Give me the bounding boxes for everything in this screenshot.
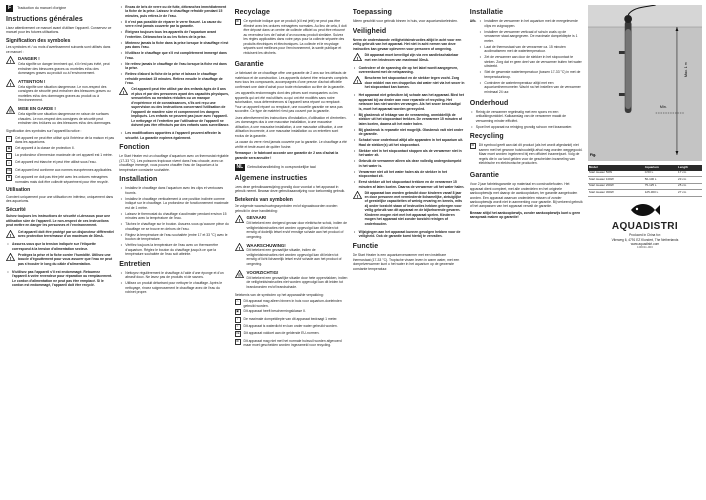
- svg-text:!: !: [356, 193, 358, 199]
- paragraph: Alleen geschikt voor gebruik binnen in huis, voor aquariumdoeleinden.: [352, 19, 458, 24]
- waterproof-icon: ≈: [235, 324, 241, 330]
- model-table: [588, 165, 702, 197]
- document-code: 100011-003: [637, 245, 653, 250]
- house-icon: ⌂: [6, 136, 12, 142]
- max-depth-label: Max. 1 m: [683, 62, 688, 77]
- column-fr-nl: [235, 5, 348, 495]
- section-title: Signification des symboles: [6, 37, 71, 44]
- section-title: Betekenis van symbolen: [234, 196, 293, 203]
- paragraph: Lisez attentivement les instructions d'installation, d'utilisation et d'entretien. Les dommages dus à une mauvaise installation, à une mauvaise utilisation, à une mauvaise installation, à une mauvaise utilisation, à une utilisation incorrecte, à une mauvaise installation ou un entretien sont exclus de la garantie.: [234, 115, 347, 138]
- section-title: Onderhoud: [469, 99, 509, 107]
- paragraph: Bescherm het stopcontact en de stekker tegen vocht. Zorg door middel van een druppellus dat water niet via het snoer in het stopcontact kan komen.: [364, 76, 465, 90]
- warning-triangle-icon: [6, 79, 15, 87]
- min-level-label: Min.: [659, 105, 667, 109]
- table-row: Start Heater 300W 125-300 L 27 cm: [588, 190, 702, 197]
- caution-block: [6, 106, 114, 127]
- warning-triangle-icon: [353, 76, 362, 84]
- paragraph: Les symboles et / ou mots d'avertissement suivants sont utilisés dans ce manuel :: [6, 45, 111, 54]
- warning-title: WAARSCHUWING!: [246, 242, 286, 248]
- column-nl-2: Installatie Afb. • Installeer de verwarmer in het aquarium met de meegeleverde clips en zuignappen. • Installeer de verwarmer verticaal of schuin zoals op de verwarmer staat aangegeven. De maximale dompeldiepte is 1 meter. • Laat de thermostaat van de verwarmer ca. 15 minuten acclimatiseren met de watertemperatuur. • Zet de verwarmer aan door de stekker in het stopcontact te steken. Zorg dat er geen deel van de verwarmer buiten het water uitsteekt. • Stel de gewenste watertemperatuur (tussen 17-33 °C) in met de temperatuurknop. • Controleer de watertemperatuur altijd met een aquariumthermometer. Wacht na het instellen van de verwarmer minimaal 24 uur. Onderhoud • Reinig de verwarmer regelmatig met een spons en een ontkalkingsmiddel. Kalkaanslag van de verwarmer maakt de verwarming minder efficiënt. • Spoel het apparaat na reiniging grondig schoon met kraanwater. Recycling ⊠ Dit symbool geeft aan dat dit product (als het wordt afgedankt) niet samen met het gewone huishoudelijk afval mag worden weggegooid. Maar moet worden ingeleverd bij een officieel inzamelpunt. Volg de regels die in uw land gelden voor de gescheiden inzameling van elektrische en elektronische producten. Garantie Voor 2 jaar fabrieksgarantie op materiaal en constructiefouten. Het apparaat dient compleet, met alle onderdelen en het originele aankoopbewijs met daarop de aankoopdatum, ter garantie aangeboden worden. Een apparaat waarvan onderdelen missen of zonder aankoopbewijs wordt niet in aanmerking voor garantie. Bij verkeerd gebruik of het aanpassen van het apparaat vervalt de garantie. Bewaar altijd het aankoopbewijs, zonder aankoopbewijs kunt u geen aanspraak maken op garantie!: [469, 9, 583, 220]
- class-ii-icon: ▣: [236, 309, 239, 314]
- danger-block: [6, 56, 114, 77]
- depth-icon: ↕: [6, 153, 12, 159]
- paragraph: Cela signifie un danger imminent qui, s'il n'est pas évité, peut entraîner des blessures graves ou mortelles et/ou des dommages graves au produit ou à l'environnement.: [18, 62, 110, 76]
- brand-web: www.aquadistri.com: [630, 241, 660, 246]
- warning-triangle-icon: [6, 56, 15, 64]
- paragraph: Remarque : le fabricant accorde une garantie de 2 ans d'achat la garantie sera annulée !: [234, 151, 339, 160]
- table-row: Start Heater 200W 75-125 L 25 cm: [588, 183, 702, 190]
- crossed-bin-icon: ⊠: [7, 175, 11, 180]
- section-title: Algemene instructies: [234, 174, 308, 182]
- section-title: Installatie: [469, 9, 504, 16]
- svg-text:!: !: [9, 232, 12, 238]
- section-title: Garantie: [469, 171, 499, 179]
- caution-title: MISE EN GARDE !: [18, 106, 56, 112]
- symbol-row: ▣ Cet appareil à la classe de protection II.: [7, 145, 75, 150]
- figure-caption: Afb.: [469, 19, 477, 24]
- hot-surface-icon: [6, 106, 15, 114]
- paragraph: Les appareils endommagés dont des pièces sont manquantes ou les appareils qui ont été mal utilisés ou qui ont été modifiés sans notre autorisation, nous déterminerons si l'appareil sera réparé ou remplacé. Pour un appareil réparé ou remplacé, une nouvelle garantie ne sera pas accordée. Ce type de matériel n'est pas couvert par la garantie.: [234, 91, 343, 114]
- svg-text:!: !: [238, 218, 240, 224]
- paragraph: Lisez attentivement ce manuel avant d'utiliser l'appareil. Conservez ce manuel pour les futures utilisations.: [6, 25, 112, 35]
- brand-address: Vlierweg 6, 4791 EZ Klundert, The Netherlands: [611, 237, 679, 242]
- section-title: Toepassing: [352, 9, 393, 16]
- brand-sub: Produced in China for:: [629, 233, 661, 238]
- section-title: Garantie: [234, 61, 264, 69]
- section-title: Fonction: [119, 144, 150, 152]
- depth-icon: ↕: [235, 317, 241, 323]
- svg-text:!: !: [9, 255, 12, 261]
- paragraph: La cause du verre n'est jamais couverte par la garantie. Le chauffage a été vérifié et testé avant de quitter l'usine.: [234, 140, 347, 149]
- section-title: Installation: [119, 176, 158, 184]
- symbol-row: ≈ Cet appareil est étanche et peut être utilisé sous l'eau.: [6, 160, 114, 166]
- language-note: Gebruikshandleiding in oorspronkelijke taal: [247, 164, 316, 169]
- paragraph: Suivez toujours les instructions de sécurité ci-dessous pour une utilisation sûre de l'appareil. Le non-respect de ces instructions peut mettre en danger les personnes et l'environnement.: [6, 214, 111, 228]
- language-flag-nl: NL: [236, 164, 244, 171]
- hot-surface-icon: [235, 270, 244, 278]
- warning-triangle-icon: [353, 53, 362, 61]
- warning-triangle-icon: [235, 215, 244, 223]
- paragraph: Dit symbool geeft aan dat dit product (als het wordt afgedankt) niet samen met het gewone huishoudelijk afval mag worden weggegooid. Maar moet worden ingeleverd bij een officieel inzamelpunt. Volg de regels die in uw land gelden voor de gescheiden inzameling van elektrische en elektronische producten.: [478, 143, 583, 166]
- table-row: Start Heater 100W 50-100 L 23 cm: [588, 177, 702, 184]
- danger-title: DANGER !: [18, 56, 40, 62]
- heater-installation-photo: [588, 5, 702, 161]
- caution-title: VOORZICHTIG!: [246, 269, 279, 275]
- svg-text:!: !: [356, 56, 358, 62]
- paragraph: Voor 2 jaar fabrieksgarantie op materiaal en constructiefouten. Het apparaat dient compleet, met alle onderdelen en het originele aankoopbewijs met daarop de aankoopdatum, ter garantie aangeboden worden. Een apparaat waarvan onderdelen missen of zonder aankoopbewijs wordt niet in aanmerking voor garantie. Bij verkeerd gebruik of het aanpassen van het apparaat vervalt de garantie.: [469, 182, 583, 209]
- paragraph: Le fabricant de ce chauffage offre une garantie de 2 ans sur les défauts de matériaux et de construction. Les appareils doivent être retournés complets avec tous les composants, accompagnés d'une preuve d'achat officielle confirmant une date d'achat pour toute réclamation au titre de la garantie.: [234, 71, 348, 89]
- paragraph: Dit apparaat kan worden gebruikt door kinderen vanaf 8 jaar en door personen met verminderde lichamelijke, zintuiglijke of geestelijke capaciteiten of weinig ervaring en kennis, mits zij onder toezicht staan of instructies hebben gekregen voor veilig gebruik van dit apparaat en de bijbehorende gevaren. Kinderen mogen niet met het apparaat spelen. Kinderen mogen het apparaat niet zonder toezicht reinigen of onderhouden.: [364, 190, 463, 226]
- symbol-row: ⊠ Cet appareil ne doit pas être jeté avec les ordures ménagères normales mais doit être collecté séparément pour être recyclé.: [7, 175, 109, 184]
- paragraph: Protégez la prise et la fiche contre l'humidité. Utilisez une boucle d'égouttement pour vous assurer que l'eau ne peut pas s'écouler le long du câble d'alimentation.: [18, 252, 113, 266]
- paragraph: Signification des symboles sur l'appareil/la notice :: [6, 129, 82, 134]
- paragraph: Convient uniquement pour une utilisation en intérieur, uniquement dans des aquariums.: [6, 194, 114, 204]
- paragraph: Neem de onderstaande veiligheidsinstructies altijd in acht voor een veilig gebruik van het apparaat. Het niet in acht nemen van deze instructies kan gevaar opleveren voor personen of omgeving.: [352, 37, 462, 51]
- svg-text:!: !: [123, 90, 125, 96]
- table-header: Length: [677, 165, 702, 171]
- paragraph: Cet appareil doit être protégé par un disjoncteur différentiel avec protection terre/masse d'un maximum de 30mA.: [18, 229, 114, 239]
- column-nl-1: Toepassing Alleen geschikt voor gebruik binnen in huis, voor aquariumdoeleinden. Veiligheid Neem de onderstaande veiligheidsinstructies altijd in acht voor een veilig gebruik van het apparaat. Het niet in acht nemen van deze instructies kan gevaar opleveren voor personen of omgeving. ! Dit apparaat moet beveiligd zijn via een aardlekschakelaar met een lekstroom van maximaal 30mA. • Controleer of de spanning die op het label wordt aangegeven, overeenkomt met de netspanning. ! Bescherm het stopcontact en de stekker tegen vocht. Zorg door middel van een druppellus dat water niet via het snoer in het stopcontact kan komen. • Het apparaat niet gebruiken bij schade aan het apparaat. Bied het apparaat bij uw dealer aan voor reparatie of recycling. Het netsnoer kan niet worden vervangen. Als het snoer beschadigd is, moet het apparaat worden gerecycled. • Bij glasbreuk of lekkage van de verwarming, onmiddellijk de stekker uit het stopcontact trekken. De verwarmer 15 minuten af laten koelen, daarna uit het water halen. • Bij glasbreuk is reparatie niet mogelijk. Glasbreuk valt niet onder de garantie. • Schakel voor onderhoud altijd alle apparaten in het aquarium uit. Haal de stekker(s) uit het stopcontact. • Stekker niet in het stopcontact stoppen als de verwarmer niet in het water zit. • Gebruik de verwarmer alleen als deze volledig ondergedompeld in het water is. • Verwarmer niet uit het water halen als de stekker in het stopcontact zit. • Eerst stekker uit het stopcontact trekken en de verwarmer 15 minuten af laten koelen. Daarna de verwarmer uit het water halen. ! Dit apparaat kan worden gebruikt door kinderen vanaf 8 jaar en door personen met verminderde lichamelijke, zintuiglijke of geestelijke capaciteiten of weinig ervaring en kennis, mits zij onder toezicht staan of instructies hebben gekregen voor veilig gebruik van dit apparaat en de bijbehorende gevaren. Kinderen mogen niet met het apparaat spelen. Kinderen mogen het apparaat niet zonder toezicht reinigen of onderhouden. • Wijzigingen aan het apparaat kunnen gevolgen hebben voor de veiligheid. Ook de garantie komt hierbij te vervallen. Functie De Start Heater is een aquariumverwarmer met een instelbare thermostaat (17-33 °C). Tropische vissen leven in warm water, met een dompelverwarmer kunt u het water in het aquarium op de gewenste constante temperatuur.: [352, 9, 465, 271]
- paragraph: Bewaar altijd het aankoopbewijs, zonder aankoopbewijs kunt u geen aanspraak maken op garantie!: [469, 210, 581, 220]
- paragraph: De Start Heater is een aquariumverwarmer met een instelbare thermostaat (17-33 °C). Tropische vissen leven in warm water, met een dompelverwarmer kunt u het water in het aquarium op de gewenste constante temperatuur.: [352, 253, 460, 271]
- danger-title: GEVAAR!: [246, 215, 267, 221]
- warning-triangle-icon: [6, 253, 15, 261]
- symbol-row: ≈ Dit apparaat is waterdicht en kan onder water gebruikt worden.: [235, 324, 348, 330]
- table-row: Start Heater 50W 0-50 L 17 cm: [588, 171, 702, 177]
- section-title: Entretien: [119, 260, 151, 268]
- section-title: Veiligheid: [352, 27, 387, 35]
- paragraph: Lees deze gebruiksaanwijzing grondig door voordat u het apparaat in gebruik neemt. Bewaar deze gebruiksaanwijzing voor toekomstig gebruik.: [234, 184, 346, 194]
- paragraph: Dit betekent een dreigend gevaar door elektrische schok, indien de veiligheidsinstructies niet worden opgevolgd kan dit leiden tot ernstig of dodelijk letsel en/of ernstige schade aan het product of omgeving.: [246, 221, 347, 239]
- ce-mark-icon: CE: [7, 167, 12, 172]
- paragraph: Cela signifie une situation dangereuse. Le non-respect des consignes de sécurité peut entraîner des blessures graves ou mortelles et/ou des dommages graves au produit ou à l'environnement.: [18, 84, 111, 103]
- symbol-row: CE Cet appareil est conforme aux normes européennes applicables.: [7, 167, 113, 172]
- section-title: Functie: [352, 242, 379, 250]
- symbol-row: ⌂ Dit apparaat mag alleen binnen in huis voor aquarium-doeleinden gebruikt worden.: [235, 299, 348, 308]
- section-title: Recycling: [469, 133, 504, 141]
- fish-logo-icon: [629, 201, 661, 219]
- crossed-bin-icon: ⊠: [471, 143, 475, 148]
- svg-text:!: !: [9, 59, 12, 65]
- attention-block: [6, 79, 114, 105]
- warning-triangle-icon: [235, 243, 244, 251]
- warning-triangle-icon: [119, 87, 128, 95]
- section-title: Sécurité: [6, 206, 26, 213]
- section-title: Utilisation: [6, 187, 31, 194]
- paragraph: Dit betekent een gevaarlijke situatie door hete oppervlakken, indien de veiligheidsinstructies niet worden opgevolgd kan dit leiden tot brandwonden en/of brandschade.: [246, 275, 348, 289]
- symbol-row: ⊠ Dit apparaat mag niet met het normale huisvuil worden afgevoerd maar moet gescheiden worden ingezameld voor recycling.: [236, 338, 342, 348]
- svg-text:!: !: [238, 245, 240, 251]
- symbol-row: CE Dit apparaat voldoet aan de geldende EU-normen.: [235, 331, 320, 336]
- crossed-bin-icon: ⊠: [236, 338, 239, 343]
- symbol-row: ↕ La profondeur d'immersion maximale de cet appareil est 1 mètre.: [6, 153, 114, 159]
- brand-logo: [588, 201, 702, 250]
- column-fr-2: • Encas de bris de verre ou de fuite, débranchez immédiatement la fiche de la prise. Laissez le chauffage refroidir pendant 15 minutes, puis retirez-le de l'eau. • Il n'est pas possible de réparer le verre fissuré. La cause du verre n'est jamais couverte par la garantie. • Éteignez toujours tous les appareils de l'aquarium avant l'entretien. Débranchez la ou les fiches de la prise. • Mintenez jamais la fiche dans la prise lorsque le chauffage n'est pas dans l'eau. • N'utilisez le chauffage que s'il est complètement immergé dans l'eau. • Ne retirez jamais le chauffage de l'eau lorsque la fiche est dans la prise. • Retirez d'abord la fiche de la prise et laissez le chauffage refroidir pendant 15 minutes. Retirez ensuite le chauffage de l'eau. ! Cet appareil peut être utilisé par des enfants âgés de 8 ans et plus et par des personnes ayant des capacités physiques, sensorielles ou mentales réduites ou un manque d'expérience et de connaissances, s'ils ont reçu une supervision ou des instructions concernant l'utilisation de l'appareil de manière sûre et comprennent les dangers impliqués. Les enfants ne peuvent pas jouer avec l'appareil. Le nettoyage et l'entretien par l'utilisateur de l'appareil ne doivent pas être effectués par des enfants sans surveillance. • Les modifications apportées à l'appareil peuvent affecter la sécurité. La garantie expirera également. Fonction Le Start Heater est un chauffage d'aquarium avec un thermostat réglable (17-33 °C). Les poissons tropicaux vivent dans l'eau chaude, avec un chauffage immergé, vous pouvez chauffer l'eau de l'aquarium à la température constante souhaitée. Installation • Installez le chauffage dans l'aquarium avec les clips et ventouses fournis. • Installez le chauffage verticalement à une position inclinée comme indiqué sur le chauffage. La profondeur de fonctionnement maximale est de 1 mètre. • Laissez le thermostat du chauffage s'acclimater pendant environ 15 minutes avec la température de l'eau. • Tâchez le chauffage sur le bouton. Assurez-vous qu'aucune pièce du chauffage ne se trouve en dehors de l'eau. • Réglez la température de l'eau souhaitée (entre 17 et 33 °C) avec le bouton de température. • Vérifiez toujours la température de l'eau avec un thermomètre d'aquarium. Réglez le bouton du chauffage jusqu'à ce que la température souhaitée de l'eau soit atteinte. Entretien • Nettoyez régulièrement le chauffage à l'aide d'une éponge et d'un abrasif doux. Ne lavez pas de produits ni de savons. • Utilisez un produit détartrant pour nettoyer le chauffage. Après le nettoyage, rincez soigneusement le chauffage avec de l'eau du robinet propre.: [119, 5, 230, 295]
- warning-triangle-icon: [353, 191, 362, 199]
- column-fr-1: F Traduction du manuel d'origine Instructions générales Lisez attentivement ce manuel avant d'utiliser l'appareil. Conservez ce manuel pour les futures utilisations. Signification des symboles Les symboles et / ou mots d'avertissement suivants sont utilisés dans ce manuel : ! DANGER ! Cela signifie un danger imminent qui, s'il n'est pas évité, peut entraîner des blessures graves ou mortelles et/ou des dommages graves au produit ou à l'environnement. ! ATTENTION ! Cela signifie une situation dangereuse. Le non-respect des consignes de sécurité peut entraîner des blessures graves ou mortelles et/ou des dommages graves au produit ou à l'environnement. MISE EN GARDE ! Cela signifie une situation dangereuse en raison de surfaces chaudes. Le non-respect des consignes de sécurité peut entraîner des brûlures ou des blessures et/ou des dommages. Signification des symboles sur l'appareil/la notice : ⌂ Cet appareil ne peut être utilisé qu'à l'intérieur de la maison et pas dans les aquariums. ▣ Cet appareil à la classe de protection II. ↕ La profondeur d'immersion maximale de cet appareil est 1 mètre. ≈ Cet appareil est étanche et peut être utilisé sous l'eau. CE Cet appareil est conforme aux normes européennes applicables. ⊠ Cet appareil ne doit pas être jeté avec les ordures ménagères normales mais doit être collecté séparément pour être recyclé. Utilisation Convient uniquement pour une utilisation en intérieur, uniquement dans des aquariums. Sécurité Suivez toujours les instructions de sécurité ci-dessous pour une utilisation sûre de l'appareil. Le non-respect de ces instructions peut mettre en danger les personnes et l'environnement. ! Cet appareil doit être protégé par un disjoncteur différentiel avec protection terre/masse d'un maximum de 30mA. • Assurez-vous que la tension indiquée sur l'étiquette correspond à la tension d'alimentation secteur. ! Protégez la prise et la fiche contre l'humidité. Utilisez une boucle d'égouttement pour vous assurer que l'eau ne peut pas s'écouler le long du câble d'alimentation. • N'utilisez pas l'appareil s'il est endommagé. Retournez l'appareil à votre revendeur pour réparation ou remplacement. Le cordon d'alimentation ne peut pas être remplacé. Si le cordon est endommagé, l'appareil doit être recyclé.: [6, 5, 115, 287]
- house-icon: ⌂: [235, 299, 241, 305]
- symbol-row: ↕ De maximale dompeldiepte van dit apparaat bedraagt 1 meter.: [235, 317, 348, 323]
- table-header: Model: [588, 165, 644, 171]
- svg-text:!: !: [9, 81, 12, 87]
- crossed-bin-icon: ⊠: [236, 19, 239, 24]
- ce-mark-icon: CE: [235, 331, 240, 336]
- brand-name: AQUADISTRI: [611, 221, 679, 233]
- paragraph: Cela signifie une situation dangereuse en raison de surfaces chaudes. Le non-respect des consignes de sécurité peut entraîner des brûlures ou des blessures et/ou des dommages.: [18, 112, 112, 126]
- paragraph: Dit apparaat moet beveiligd zijn via een aardlekschakelaar met een lekstroom van maximaal 30mA.: [364, 53, 459, 62]
- language-note: Traduction du manuel d'origine: [17, 5, 67, 10]
- warning-triangle-icon: [6, 230, 15, 238]
- figure-label: Fig.: [589, 153, 597, 157]
- symbol-row: ▣ Dit apparaat heeft beschermingsklasse II.: [236, 309, 306, 314]
- section-title: Instructions générales: [6, 15, 83, 23]
- attention-title: ATTENTION !: [18, 79, 46, 85]
- language-flag-fr: F: [8, 5, 12, 11]
- paragraph: Cet appareil peut être utilisé par des enfants âgés de 8 ans et plus et par des personnes ayant des capacités physiques, sensorielles ou mentales réduites ou un manque d'expérience et de connaissances, s'ils ont reçu une supervision ou des instructions concernant l'utilisation de l'appareil de manière sûre et comprennent les dangers impliqués. Les enfants ne peuvent pas jouer avec l'appareil. Le nettoyage et l'entretien par l'utilisateur de l'appareil ne doivent pas être effectués par des enfants sans surveillance.: [131, 87, 230, 128]
- symbol-row: ⌂ Cet appareil ne peut être utilisé qu'à l'intérieur de la maison et pas dans les aquariums.: [6, 136, 114, 145]
- section-title: Recyclage: [234, 9, 271, 16]
- paragraph: De volgende waarschuwingssymbolen en/of signaalwoorden worden gebruikt in deze handleiding:: [234, 204, 338, 213]
- column-figure: [588, 5, 702, 495]
- class-ii-icon: ▣: [7, 145, 11, 150]
- table-header: Aquarium: [644, 165, 677, 171]
- aquarium-illustration: [588, 5, 702, 161]
- waterproof-icon: ≈: [6, 160, 12, 166]
- paragraph: Le Start Heater est un chauffage d'aquarium avec un thermostat réglable (17-33 °C). Les poissons tropicaux vivent dans l'eau chaude, avec un chauffage immergé, vous pouvez chauffer l'eau de l'aquarium à la température constante souhaitée.: [119, 154, 229, 172]
- paragraph: Betekenis van de symbolen op het apparaat/de verpakking:: [234, 292, 324, 297]
- svg-text:!: !: [356, 79, 358, 85]
- paragraph: Dit betekent een gevaarlijke situatie, indien de veiligheidsinstructies niet worden opgevolgd kan dit leiden tot ernstig of licht lichamelijk letsel en/of schade aan het product of omgeving.: [246, 248, 342, 266]
- paragraph: Ce symbole indique que ce produit (s'il est jeté) ne peut pas être éliminé avec les ordures ménagères normales. Au lieu de cela, il doit être déposé dans un centre de collecte officiel ou peut être retourné au revendeur lors de l'achat d'un nouveau produit similaire. Suivez les règles applicables dans votre pays pour la collecte séparée des produits électriques et électroniques. La collecte et le recyclage séparés sont meilleurs pour l'environnement, la santé publique et réduisent les déchets.: [243, 19, 347, 55]
